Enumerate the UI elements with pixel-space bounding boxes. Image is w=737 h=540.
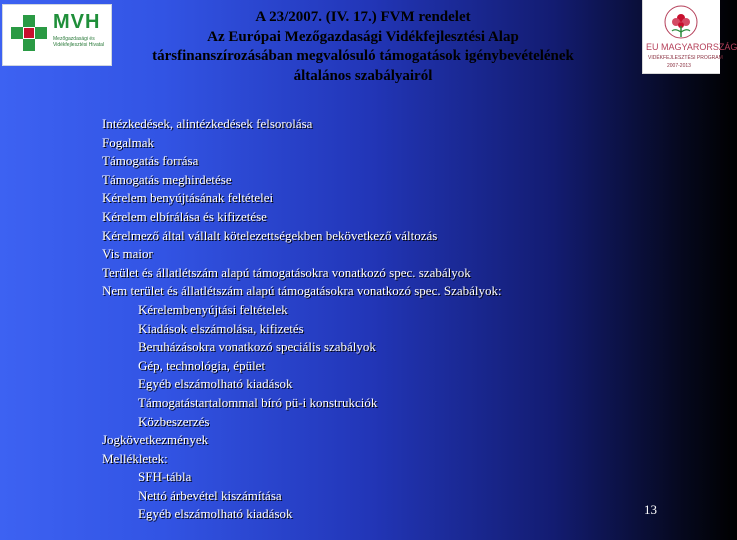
eu-program-logo bbox=[642, 0, 737, 74]
list-item: Mellékletek: bbox=[102, 450, 168, 466]
sub-list-item: Egyéb elszámolható kiadások bbox=[138, 376, 293, 392]
sub-list-item: Kiadások elszámolása, kifizetés bbox=[138, 320, 304, 336]
list-item: Nem terület és állatlétszám alapú támogatásokra vonatkozó spec. Szabályok: bbox=[102, 283, 502, 299]
list-item: Jogkövetkezmények bbox=[102, 432, 209, 448]
eu-logo-title: EU MAGYARORSZÁG bbox=[646, 42, 737, 52]
list-item: Támogatás forrása bbox=[102, 153, 199, 169]
sub-list-item: Gép, technológia, épület bbox=[138, 357, 266, 373]
title-line: A 23/2007. (IV. 17.) FVM rendelet bbox=[255, 9, 471, 25]
list-item: Vis maior bbox=[102, 246, 153, 262]
sub-list-item: Közbeszerzés bbox=[138, 413, 210, 429]
list-item: Kérelmező által vállalt kötelezettségekben bekövetkező változás bbox=[102, 227, 438, 243]
sub-list-item: Beruházásokra vonatkozó speciális szabályok bbox=[138, 339, 376, 355]
mvh-logo bbox=[2, 4, 112, 66]
title-line: társfinanszírozásában megvalósuló támogatások igénybevételének bbox=[152, 48, 574, 64]
content-list bbox=[102, 115, 502, 524]
sub-list-item: Támogatástartalommal bíró pü-i konstrukciók bbox=[138, 394, 378, 410]
page-number: 13 bbox=[644, 502, 657, 517]
sub-list-item: Egyéb elszámolható kiadások bbox=[138, 506, 293, 522]
list-item: Fogalmak bbox=[102, 134, 154, 150]
list-item: Kérelem benyújtásának feltételei bbox=[102, 190, 274, 206]
title-line: általános szabályairól bbox=[293, 67, 433, 84]
mvh-logo-subtitle: Mezőgazdasági és Vidékfejlesztési Hivatal bbox=[53, 36, 105, 48]
title-line: Az Európai Mezőgazdasági Vidékfejlesztési Alap bbox=[207, 28, 519, 45]
flower-emblem-icon bbox=[659, 4, 703, 42]
eu-logo-subtitle: VIDÉKFEJLESZTÉSI PROGRAM bbox=[648, 55, 723, 61]
list-item: Kérelem elbírálása és kifizetése bbox=[102, 208, 267, 224]
list-item: Terület és állatlétszám alapú támogatásokra vonatkozó spec. szabályok bbox=[102, 264, 471, 280]
sub-list-item: SFH-tábla bbox=[138, 469, 192, 485]
sub-list-item: Kérelembenyújtási feltételek bbox=[138, 301, 288, 317]
slide-title bbox=[108, 8, 618, 86]
list-item: Támogatás meghirdetése bbox=[102, 171, 232, 187]
mvh-emblem-icon bbox=[9, 13, 49, 53]
mvh-logo-title: MVH bbox=[53, 11, 101, 33]
list-item: Intézkedések, alintézkedések felsorolása bbox=[102, 116, 313, 131]
sub-list-item: Nettó árbevétel kiszámítása bbox=[138, 487, 282, 503]
eu-logo-years: 2007-2013 bbox=[667, 63, 691, 69]
